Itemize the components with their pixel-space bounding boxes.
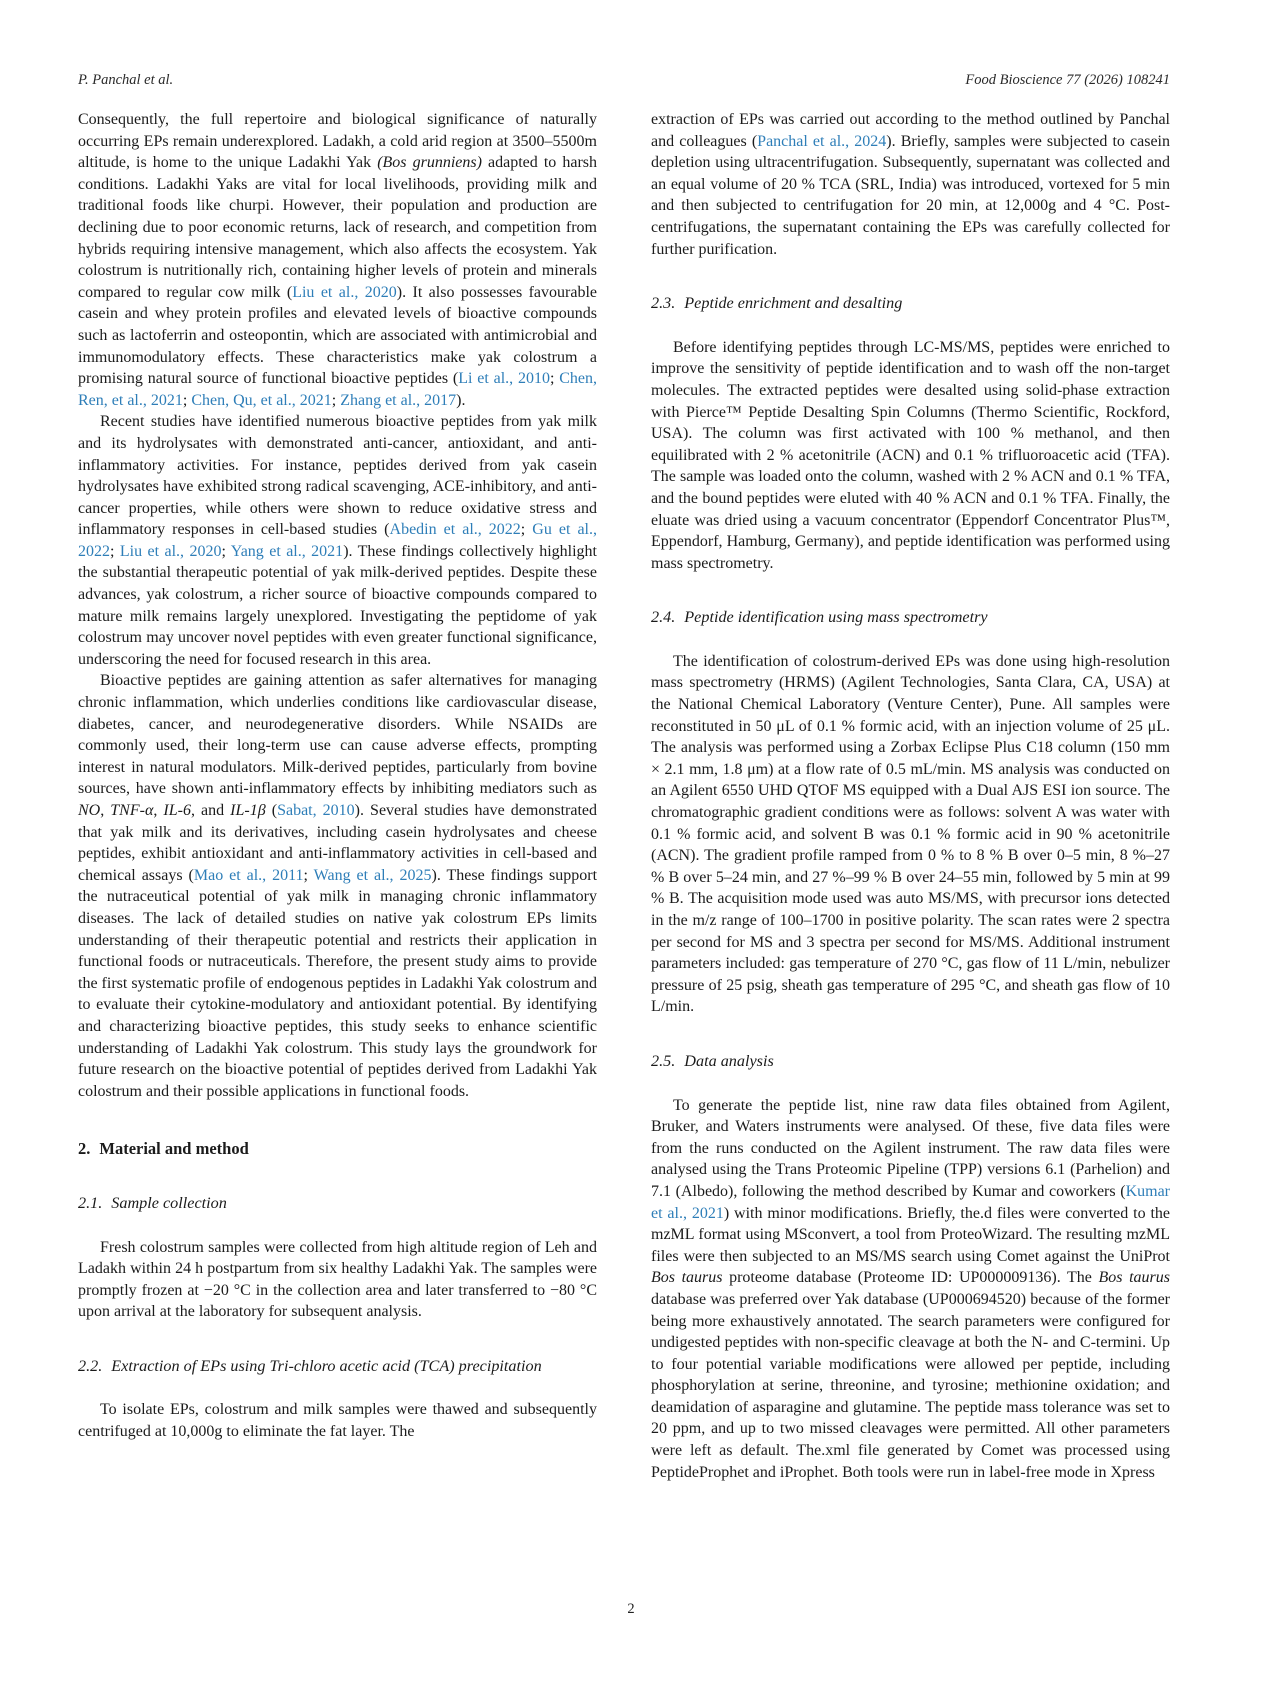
- paragraph: [78, 109, 597, 411]
- text-run: IL-1β: [230, 802, 266, 819]
- section-heading: [78, 1138, 597, 1160]
- subsection-heading: [651, 607, 1170, 629]
- text-run: Peptide enrichment and desalting: [684, 294, 903, 313]
- heading-number: 2.2.: [78, 1356, 103, 1375]
- paragraph: [651, 337, 1170, 575]
- paragraph: [651, 651, 1170, 1018]
- text-run: ). These findings collectively highlight the substantial therapeutic potential of yak milk-derived peptides. Despite these advances, yak colostrum, a richer source of bioactive compounds compared to mature milk remains largely unexplored. Investigating the peptidome of yak colostrum may uncover novel peptides with even greater functional significance, underscoring the need for focused research in this area.: [78, 542, 597, 668]
- citation-link[interactable]: Li et al., 2010: [458, 370, 550, 388]
- citation-link[interactable]: Mao et al., 2011: [193, 866, 304, 884]
- citation-link[interactable]: Yang et al., 2021: [230, 542, 344, 560]
- subsection-heading: [78, 1193, 597, 1215]
- text-run: To isolate EPs, colostrum and milk samples were thawed and subsequently centrifuged at 10,000g to eliminate the fat layer. The: [78, 1401, 597, 1441]
- citation-link[interactable]: Chen, Ren, et al., 2021: [78, 370, 598, 409]
- left-column: [78, 109, 597, 1483]
- text-run: ,: [153, 802, 164, 819]
- text-run: (Bos grunniens): [377, 154, 482, 172]
- two-column-body: [78, 109, 1170, 1483]
- text-run: ;: [303, 866, 314, 884]
- text-run: Recent studies have identified numerous bioactive peptides from yak milk and its hydrolysates with demonstrated anti-cancer, antioxidant, and anti-inflammatory activities. For instance, peptides derived from yak casein hydrolysates have exhibited strong radical scavenging, ACE-inhibitory, and anti-cancer properties, while others were shown to reduce oxidative stress and inflammatory responses in cell-based studies (: [78, 413, 597, 539]
- paragraph: [78, 1399, 597, 1442]
- text-run: ;: [520, 521, 533, 539]
- text-run: TNF-α: [110, 802, 154, 819]
- citation-link[interactable]: Liu et al., 2020: [292, 283, 397, 301]
- subsection-heading: [651, 1051, 1170, 1073]
- text-run: Peptide identification using mass spectrometry: [684, 608, 988, 627]
- text-run: ). Briefly, samples were subjected to casein depletion using ultracentrifugation. Subsequently, supernatant was collected and an equal volume of 20 % TCA (SRL, India) was introduced, vortexed for 5 min and then subjected to centrifugation for 20 min, at 12,000g and 4 °C. Post-centrifugations, the supernatant containing the EPs was carefully collected for further purification.: [651, 132, 1170, 258]
- text-run: Extraction of EPs using Tri-chloro acetic acid (TCA) precipitation: [111, 1356, 542, 1375]
- heading-number: 2.4.: [651, 608, 676, 627]
- text-run: database was preferred over Yak database (UP000694520) because of the former being more exhaustively annotated. The search parameters were configured for undigested peptides with non-specific cleavage at both the N- and C-termini. Up to four potential variable modifications were allowed per peptide, including phosphorylation at serine, threonine, and tyrosine; methionine oxidation; and deamidation of asparagine and glutamine. The peptide mass tolerance was set to 20 ppm, and up to two missed cleavages were permitted. All other parameters were left as default. The.xml file generated by Comet was processed using PeptideProphet and iProphet. Both tools were run in label-free mode in Xpress: [651, 1290, 1170, 1481]
- text-run: Data analysis: [684, 1051, 774, 1070]
- text-run: NO: [78, 802, 101, 819]
- text-run: ;: [221, 542, 231, 560]
- paragraph: [78, 670, 597, 1102]
- citation-link[interactable]: Liu et al., 2020: [119, 542, 222, 560]
- text-run: Fresh colostrum samples were collected from high altitude region of Leh and Ladakh within 24 h postpartum from six healthy Ladakhi Yak. The samples were promptly frozen at −20 °C in the collection area and later transferred to −80 °C upon arrival at the laboratory for subsequent analysis.: [78, 1238, 597, 1321]
- text-run: Before identifying peptides through LC-MS/MS, peptides were enriched to improve the sensitivity of peptide identification and to wash off the non-target molecules. The extracted peptides were desalted using solid-phase extraction with Pierce™ Peptide Desalting Spin Columns (Thermo Scientific, Rockford, USA). The column was first activated with 100 % methanol, and then equilibrated with 2 % acetonitrile (ACN) and 0.1 % trifluoroacetic acid (TFA). The sample was loaded onto the column, washed with 2 % ACN and 0.1 % TFA, and the bound peptides were eluted with 40 % ACN and 0.1 % TFA. Finally, the eluate was dried using a vacuum concentrator (Eppendorf Concentrator Plus™, Eppendorf, Hamburg, Germany), and peptide identification was performed using mass spectrometry.: [651, 338, 1170, 572]
- citation-link[interactable]: Panchal et al., 2024: [757, 132, 887, 150]
- text-run: Material and method: [99, 1139, 249, 1159]
- text-run: ;: [331, 391, 341, 409]
- paragraph: [78, 411, 597, 670]
- text-run: ).: [456, 391, 466, 409]
- subsection-heading: [78, 1356, 597, 1378]
- text-run: IL-6: [163, 802, 191, 819]
- text-run: ;: [182, 391, 192, 409]
- paragraph: [78, 1237, 597, 1323]
- citation-link[interactable]: Wang et al., 2025: [313, 866, 432, 884]
- heading-number: 2.: [78, 1139, 91, 1159]
- citation-link[interactable]: Zhang et al., 2017: [340, 391, 457, 409]
- text-run: ). These findings support the nutraceutical potential of yak milk in managing chronic inflammatory diseases. The lack of detailed studies on native yak colostrum EPs limits understanding of their therapeutic potential and restricts their application in functional foods or nutraceuticals. Therefore, the present study aims to provide the first systematic profile of endogenous peptides in Ladakhi Yak colostrum and to evaluate their cytokine-modulatory and antioxidant potential. By identifying and characterizing bioactive peptides, this study seeks to enhance scientific understanding of Ladakhi Yak colostrum. This study lays the groundwork for future research on the bioactive potential of peptides derived from Ladakhi Yak colostrum and their possible applications in functional foods.: [78, 866, 598, 1100]
- heading-number: 2.3.: [651, 294, 676, 313]
- text-run: extraction of EPs was carried out according to the method outlined by Panchal and colleagues (: [651, 111, 1170, 150]
- citation-link[interactable]: Kumar et al., 2021: [651, 1182, 1170, 1222]
- heading-number: 2.1.: [78, 1193, 103, 1212]
- paragraph: [651, 1095, 1170, 1484]
- text-run: Bioactive peptides are gaining attention as safer alternatives for managing chronic inflammation, which underlies conditions like cardiovascular disease, diabetes, cancer, and neurodegenerative disorders. While NSAIDs are commonly used, their long-term use can cause adverse effects, prompting interest in natural modulators. Milk-derived peptides, particularly from bovine sources, have shown anti-inflammatory effects by inhibiting mediators such as: [78, 672, 597, 798]
- text-run: The identification of colostrum-derived EPs was done using high-resolution mass spectrometry (HRMS) (Agilent Technologies, Santa Clara, CA, USA) at the National Chemical Laboratory (Venture Center), Pune. All samples were reconstituted in 50 μL of 0.1 % formic acid, with an injection volume of 25 μL. The analysis was performed using a Zorbax Eclipse Plus C18 column (150 mm × 2.1 mm, 1.8 μm) at a flow rate of 0.5 mL/min. MS analysis was conducted on an Agilent 6550 UHD QTOF MS equipped with a Dual AJS ESI ion source. The chromatographic gradient conditions were as follows: solvent A was water with 0.1 % formic acid, and solvent B was 0.1 % formic acid in 90 % acetonitrile (ACN). The gradient profile ramped from 0 % to 8 % B over 0–5 min, 8 %–27 % B over 5–24 min, and 27 %–99 % B over 24–55 min, followed by 5 min at 99 % B. The acquisition mode used was auto MS/MS, with precursor ions detected in the m/z range of 100–1700 in positive polarity. The scan rates were 2 spectra per second for MS and 3 spectra per second for MS/MS. Additional instrument parameters included: gas temperature of 270 °C, gas flow of 11 L/min, nebulizer pressure of 25 psig, sheath gas temperature of 295 °C, and sheath gas flow of 10 L/min.: [651, 652, 1170, 1016]
- citation-link[interactable]: Gu et al., 2022: [78, 521, 597, 560]
- subsection-heading: [651, 293, 1170, 315]
- right-column: [651, 109, 1170, 1483]
- text-run: Bos taurus: [1098, 1269, 1170, 1287]
- running-head-author: P. Panchal et al.: [78, 72, 174, 88]
- paragraph: [651, 109, 1170, 260]
- running-head-journal: Food Bioscience 77 (2026) 108241: [965, 72, 1170, 88]
- running-head: [78, 72, 1170, 88]
- heading-number: 2.5.: [651, 1051, 676, 1070]
- text-run: ). It also possesses favourable casein and whey protein profiles and elevated levels of bioactive compounds such as lactoferrin and osteopontin, which are associated with antimicrobial and immunomodulatory effects. These characteristics make yak colostrum a promising natural source of functional bioactive peptides (: [78, 283, 598, 388]
- text-run: To generate the peptide list, nine raw data files obtained from Agilent, Bruker, and Waters instruments were analysed. Of these, five data files were from the runs conducted on the Agilent instrument. The raw data files were analysed using the Trans Proteomic Pipeline (TPP) versions 6.1 (Parhelion) and 7.1 (Albedo), following the method described by Kumar and coworkers (: [651, 1096, 1170, 1200]
- citation-link[interactable]: Sabat, 2010: [277, 802, 355, 819]
- text-run: ) with minor modifications. Briefly, the.d files were converted to the mzML format using MSconvert, a tool from ProteoWizard. The resulting mzML files were then subjected to an MS/MS search using Comet against the UniProt: [651, 1204, 1170, 1265]
- citation-link[interactable]: Abedin et al., 2022: [389, 521, 521, 539]
- text-run: Sample collection: [111, 1193, 227, 1212]
- text-run: adapted to harsh conditions. Ladakhi Yaks are vital for local livelihoods, providing milk and traditional foods like churpi. However, their population and production are declining due to poor economic returns, lack of research, and competition from hybrids requiring intensive management, which also affects the ecosystem. Yak colostrum is nutritionally rich, containing higher levels of protein and minerals compared to regular cow milk (: [78, 154, 598, 301]
- text-run: proteome database (Proteome ID: UP000009136). The: [722, 1269, 1099, 1287]
- page-footer: [0, 1601, 1262, 1618]
- text-run: Consequently, the full repertoire and biological significance of naturally occurring EPs remain underexplored. Ladakh, a cold arid region at 3500–5500m altitude, is home to the unique Ladakhi Yak: [78, 111, 597, 172]
- text-run: (: [265, 802, 278, 819]
- text-run: ,: [100, 802, 111, 819]
- text-run: ;: [549, 370, 560, 388]
- citation-link[interactable]: Chen, Qu, et al., 2021: [191, 391, 332, 409]
- text-run: ;: [110, 542, 120, 560]
- page-number: 2: [627, 1601, 635, 1617]
- text-run: Bos taurus: [651, 1269, 723, 1287]
- text-run: ). Several studies have demonstrated that yak milk and its derivatives, including casein hydrolysates and cheese peptides, exhibit antioxidant and anti-inflammatory activities in cell-based and chemical assays (: [78, 802, 598, 884]
- text-run: , and: [190, 802, 231, 819]
- page-content: [78, 72, 1170, 1483]
